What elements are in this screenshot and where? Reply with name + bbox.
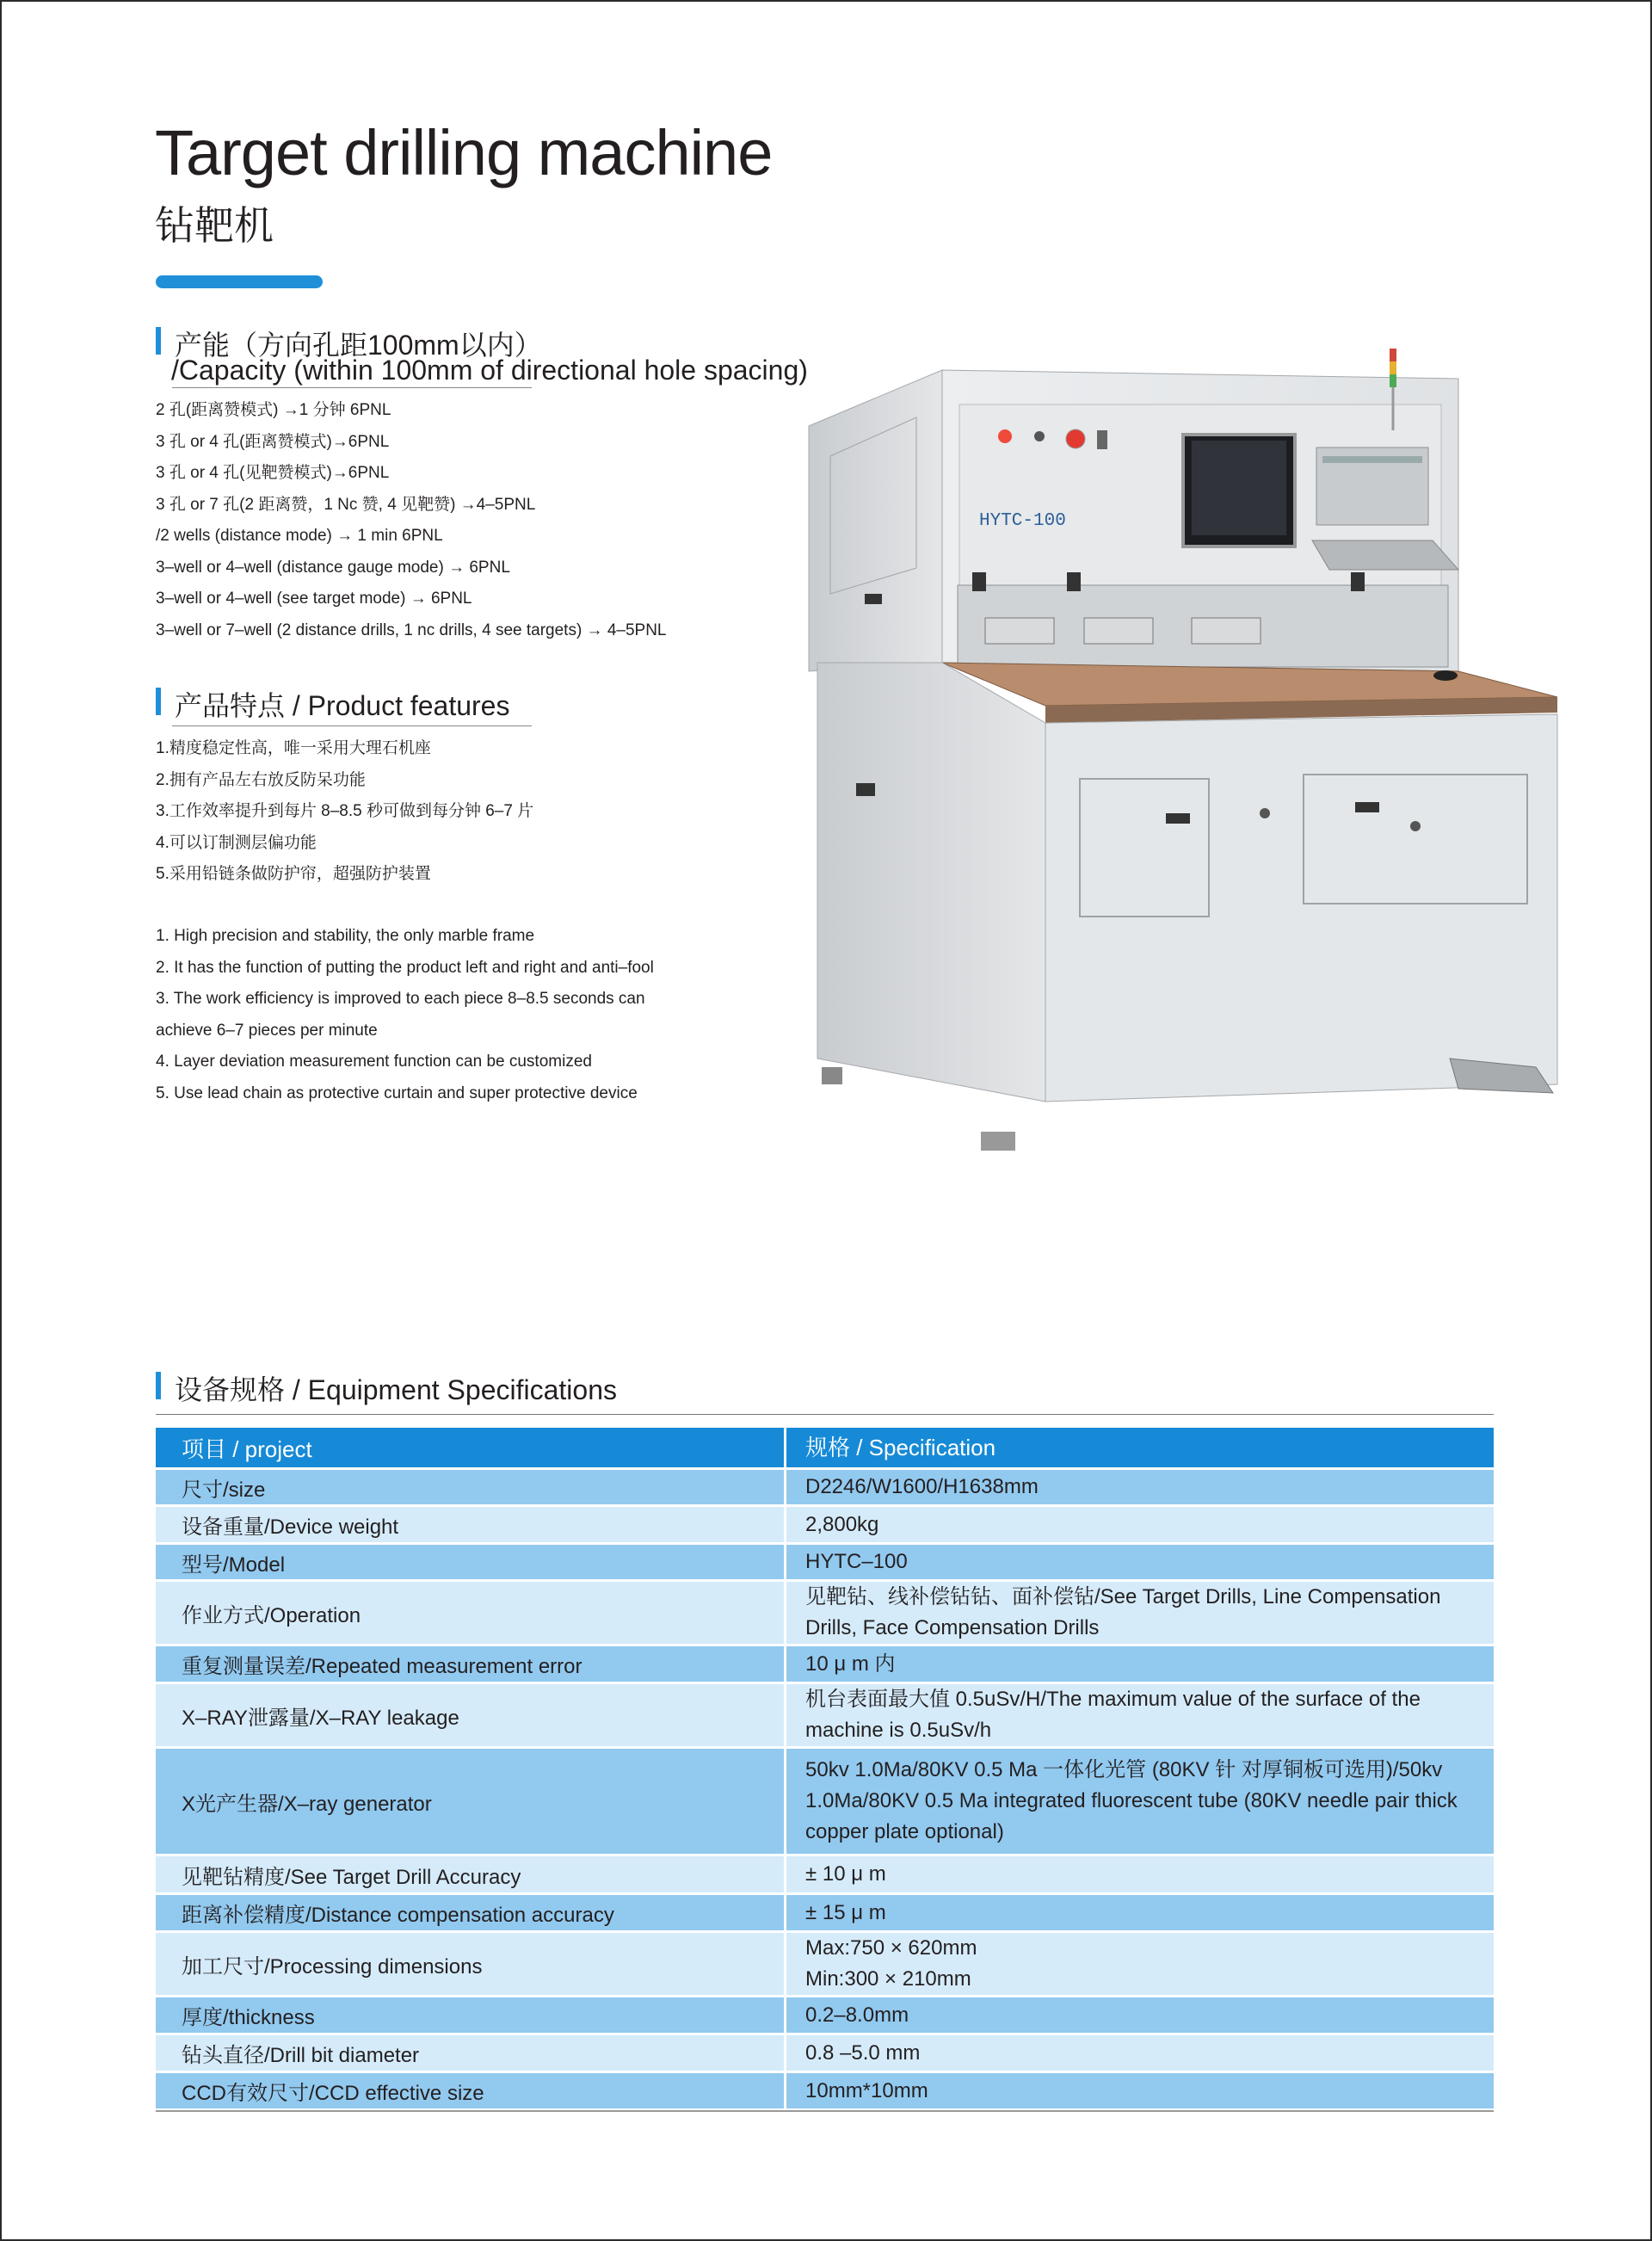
page-subtitle-cn: 钻靶机: [155, 203, 274, 248]
section-marker: [156, 1372, 161, 1399]
feature-line-en: 2. It has the function of putting the product left and right and anti–fool: [156, 958, 654, 977]
spec-row: [156, 1933, 1494, 1997]
capacity-line: 3 孔 or 4 孔(距离赞模式)→6PNL: [156, 432, 390, 451]
specs-bottom-rule: [156, 2110, 1494, 2112]
capacity-line: 2 孔(距离赞模式) →1 分钟 6PNL: [156, 401, 391, 419]
spec-header-specification: 规格 / Specification: [786, 1428, 1494, 1470]
feature-line-cn: 4.可以订制测层偏功能: [156, 833, 317, 852]
machine-model-label: HYTC-100: [979, 511, 1066, 531]
spec-key: 设备重量/Device weight: [156, 1507, 786, 1545]
spec-value: 机台表面最大值 0.5uSv/H/The maximum value of the surface of the machine is 0.5uSv/h: [786, 1684, 1494, 1749]
spec-value: 10mm*10mm: [786, 2073, 1494, 2111]
spec-header-row: [156, 1428, 1494, 1470]
spec-value: 0.8 –5.0 mm: [786, 2035, 1494, 2073]
capacity-line: 3 孔 or 7 孔(2 距离赞，1 Nc 赞, 4 见靶赞) →4–5PNL: [156, 495, 536, 514]
spec-key: CCD有效尺寸/CCD effective size: [156, 2073, 786, 2111]
spec-key: X–RAY泄露量/X–RAY leakage: [156, 1684, 786, 1749]
spec-row: [156, 1582, 1494, 1646]
spec-value: 见靶钻、线补偿钻钻、面补偿钻/See Target Drills, Line Compensation Drills, Face Compensation Drills: [786, 1582, 1494, 1646]
feature-line-en: 4. Layer deviation measurement function can be customized: [156, 1053, 592, 1071]
spec-value: D2246/W1600/H1638mm: [786, 1470, 1494, 1507]
spec-key: 加工尺寸/Processing dimensions: [156, 1933, 786, 1997]
spec-value: 2,800kg: [786, 1507, 1494, 1545]
spec-value: HYTC–100: [786, 1545, 1494, 1582]
spec-value: ± 15 μ m: [786, 1895, 1494, 1933]
capacity-heading-en: /Capacity (within 100mm of directional hole spacing): [171, 355, 808, 386]
spec-value: Max:750 × 620mm Min:300 × 210mm: [786, 1933, 1494, 1997]
spec-key: 距离补偿精度/Distance compensation accuracy: [156, 1895, 786, 1933]
feature-line-en: 1. High precision and stability, the only marble frame: [156, 927, 535, 945]
spec-row: [156, 1895, 1494, 1933]
feature-line-en: 5. Use lead chain as protective curtain and super protective device: [156, 1083, 638, 1102]
spec-row: [156, 1856, 1494, 1895]
spec-row: [156, 1997, 1494, 2035]
machine-photo: [796, 344, 1566, 1162]
spec-value: 50kv 1.0Ma/80KV 0.5 Ma 一体化光管 (80KV 针 对厚铜板可选用)/50kv 1.0Ma/80KV 0.5 Ma integrated fluorescent tube (80KV needle pair thick copper plate optional): [786, 1749, 1494, 1856]
capacity-line: 3–well or 4–well (see target mode) → 6PNL: [156, 590, 472, 608]
capacity-line: /2 wells (distance mode) → 1 min 6PNL: [156, 527, 443, 545]
spec-row: [156, 1545, 1494, 1582]
spec-key: 重复测量误差/Repeated measurement error: [156, 1646, 786, 1684]
spec-value: 0.2–8.0mm: [786, 1997, 1494, 2035]
feature-line-cn: 2.拥有产品左右放反防呆功能: [156, 770, 366, 789]
section-marker: [156, 688, 161, 715]
features-list-en: [156, 921, 654, 1109]
spec-table: [156, 1428, 1494, 2111]
spec-key: 见靶钻精度/See Target Drill Accuracy: [156, 1856, 786, 1895]
spec-key: 型号/Model: [156, 1545, 786, 1582]
spec-row: [156, 2035, 1494, 2073]
spec-header-project: 项目 / project: [156, 1428, 786, 1470]
feature-line-cn: 5.采用铅链条做防护帘，超强防护装置: [156, 865, 431, 883]
feature-line-en: achieve 6–7 pieces per minute: [156, 1021, 378, 1040]
feature-line-cn: 3.工作效率提升到每片 8–8.5 秒可做到每分钟 6–7 片: [156, 802, 534, 820]
title-underline-bar: [156, 275, 323, 288]
section-marker: [156, 327, 161, 355]
capacity-line: 3–well or 7–well (2 distance drills, 1 nc drills, 4 see targets) → 4–5PNL: [156, 620, 667, 639]
capacity-list: [156, 395, 667, 646]
spec-value: ± 10 μ m: [786, 1856, 1494, 1895]
spec-row: [156, 1470, 1494, 1507]
specs-top-rule: [156, 1414, 1494, 1415]
spec-row: [156, 1507, 1494, 1545]
spec-row: [156, 1646, 1494, 1684]
spec-row: [156, 2073, 1494, 2111]
features-heading-text: 产品特点 / Product features: [175, 690, 510, 721]
capacity-rule: [172, 387, 532, 388]
features-list-cn: [156, 733, 533, 891]
spec-key: X光产生器/X–ray generator: [156, 1749, 786, 1856]
spec-row: [156, 1749, 1494, 1856]
spec-key: 作业方式/Operation: [156, 1582, 786, 1646]
spec-key: 钻头直径/Drill bit diameter: [156, 2035, 786, 2073]
page-title: Target drilling machine: [155, 117, 773, 188]
spec-key: 尺寸/size: [156, 1470, 786, 1507]
spec-key: 厚度/thickness: [156, 1997, 786, 2035]
feature-line-cn: 1.精度稳定性高，唯一采用大理石机座: [156, 739, 431, 757]
capacity-line: 3–well or 4–well (distance gauge mode) → 6PNL: [156, 558, 510, 577]
feature-line-en: 3. The work efficiency is improved to each piece 8–8.5 seconds can: [156, 990, 645, 1008]
features-rule: [172, 725, 532, 726]
specs-heading-text: 设备规格 / Equipment Specifications: [175, 1374, 617, 1405]
capacity-heading-cn: 产能（方向孔距100mm以内）: [175, 330, 542, 361]
capacity-line: 3 孔 or 4 孔(见靶赞模式)→6PNL: [156, 464, 390, 482]
spec-value: 10 μ m 内: [786, 1646, 1494, 1684]
spec-row: [156, 1684, 1494, 1749]
